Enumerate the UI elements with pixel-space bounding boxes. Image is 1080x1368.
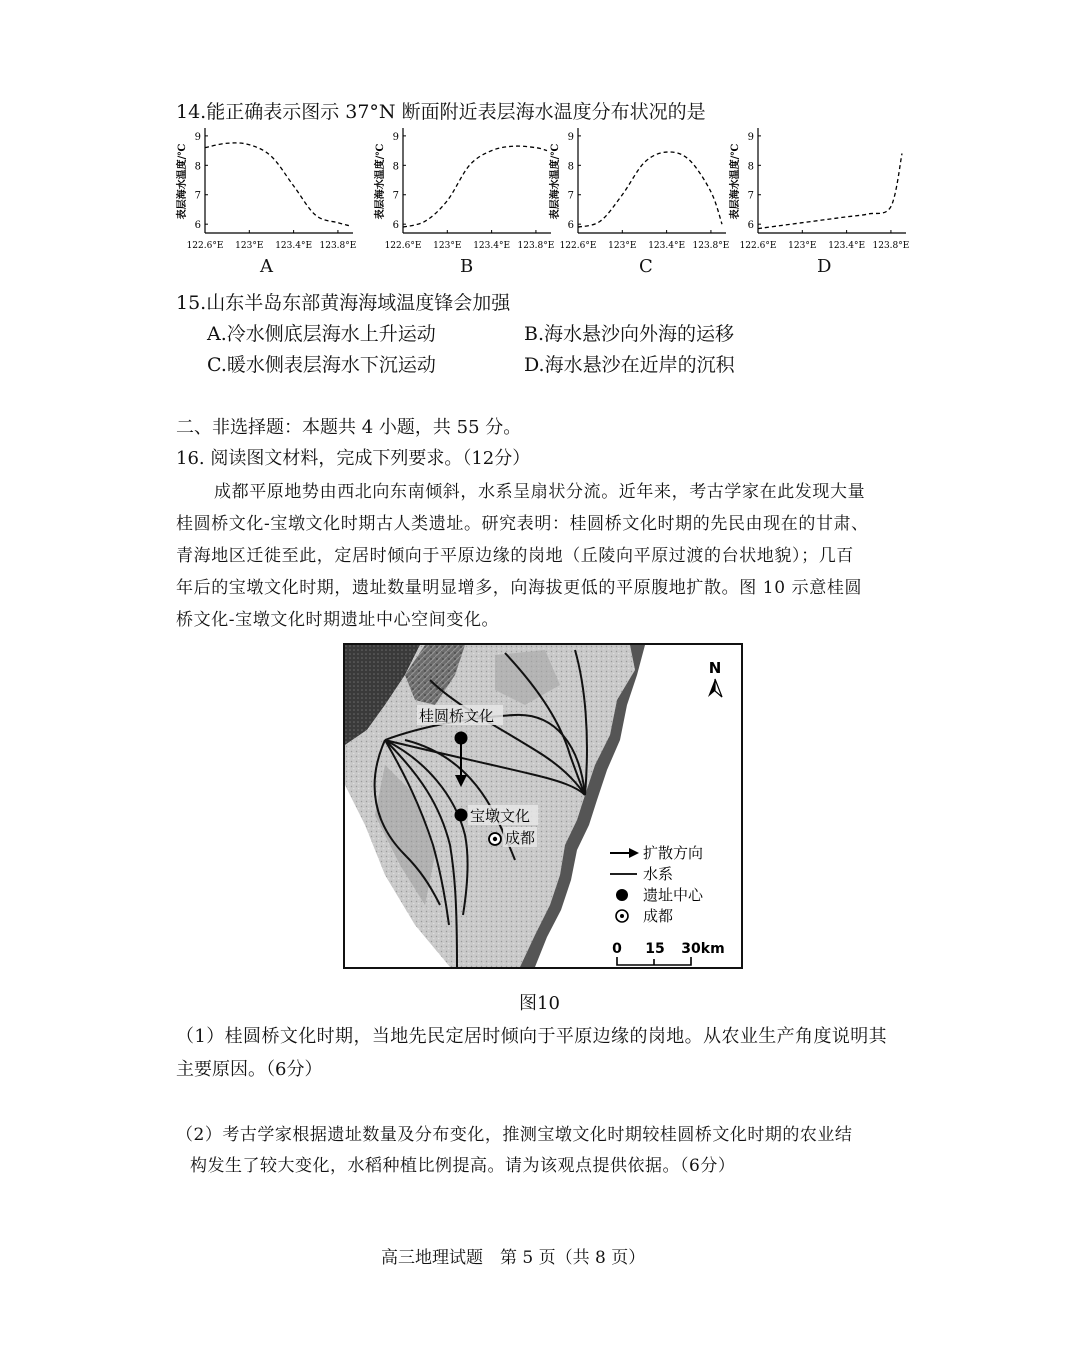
y-tick-label: 7 xyxy=(747,190,754,202)
x-tick-label: 123.4°E xyxy=(275,241,313,251)
legend-diffusion: 扩散方向 xyxy=(643,844,704,862)
legend-river: 水系 xyxy=(643,865,674,883)
x-tick-label: 123.8°E xyxy=(692,241,730,251)
x-tick-label: 123.8°E xyxy=(319,241,357,251)
legend-city: 成都 xyxy=(643,907,674,925)
q16-paragraph-line-2: 桂圆桥文化-宝墩文化时期古人类遗址。研究表明：桂圆桥文化时期的先民由现在的甘肃、 xyxy=(176,514,869,534)
temperature-curve xyxy=(758,154,902,229)
temperature-curve xyxy=(578,152,722,227)
scale-0: 0 xyxy=(612,941,622,957)
q16-sub1-line-1: （1）桂圆桥文化时期，当地先民定居时倾向于平原边缘的岗地。从农业生产角度说明其 xyxy=(176,1026,888,1047)
q16-sub2-line-1: （2）考古学家根据遗址数量及分布变化，推测宝墩文化时期较桂圆桥文化时期的农业结 xyxy=(176,1125,853,1145)
y-tick-label: 8 xyxy=(392,161,399,173)
temperature-curve xyxy=(205,143,349,226)
x-tick-label: 123.4°E xyxy=(828,241,866,251)
chengdu-marker-dot xyxy=(493,837,497,841)
q16-paragraph-line-4: 年后的宝墩文化时期，遗址数量明显增多，向海拔更低的平原腹地扩散。图 10 示意桂圆 xyxy=(176,578,863,598)
y-tick-label: 9 xyxy=(194,131,201,143)
y-tick-label: 7 xyxy=(392,190,399,202)
chart-option-c xyxy=(550,126,730,256)
y-axis-label: 表层海水温度/℃ xyxy=(730,143,741,220)
x-tick-label: 123.4°E xyxy=(648,241,686,251)
label-baodun: 宝墩文化 xyxy=(470,807,531,825)
x-tick-label: 122.6°E xyxy=(186,241,224,251)
x-tick-label: 123°E xyxy=(235,241,264,251)
site-center-guiyuanqiao xyxy=(455,732,468,745)
y-tick-label: 8 xyxy=(747,161,754,173)
q15-option-a: A.冷水侧底层海水上升运动 xyxy=(207,323,436,345)
temperature-curve xyxy=(403,146,547,227)
option-b-label: B xyxy=(460,256,474,277)
y-axis-label: 表层海水温度/℃ xyxy=(375,143,386,220)
x-tick-label: 123°E xyxy=(788,241,817,251)
q16-sub1-line-2: 主要原因。（6分） xyxy=(176,1059,323,1080)
y-tick-label: 9 xyxy=(392,131,399,143)
site-center-baodun xyxy=(455,809,468,822)
y-tick-label: 6 xyxy=(392,220,399,232)
page-footer: 高三地理试题 第 5 页（共 8 页） xyxy=(381,1248,646,1268)
q14-stem: 14.能正确表示图示 37°N 断面附近表层海水温度分布状况的是 xyxy=(176,101,706,123)
y-axis-label: 表层海水温度/℃ xyxy=(177,143,188,220)
q15-option-d: D.海水悬沙在近岸的沉积 xyxy=(524,354,735,376)
q16-paragraph-line-1: 成都平原地势由西北向东南倾斜，水系呈扇状分流。近年来，考古学家在此发现大量 xyxy=(214,482,866,502)
q16-sub2-line-2: 构发生了较大变化，水稻种植比例提高。请为该观点提供依据。（6分） xyxy=(190,1156,736,1176)
north-label: N xyxy=(708,659,722,677)
y-tick-label: 6 xyxy=(567,220,574,232)
x-tick-label: 122.6°E xyxy=(559,241,597,251)
section-heading: 二、非选择题：本题共 4 小题，共 55 分。 xyxy=(176,417,522,438)
x-tick-label: 123.8°E xyxy=(517,241,555,251)
option-a-label: A xyxy=(260,256,273,277)
scale-15: 15 xyxy=(645,941,665,957)
x-tick-label: 123°E xyxy=(433,241,462,251)
y-axis-label: 表层海水温度/℃ xyxy=(550,143,561,220)
x-tick-label: 122.6°E xyxy=(739,241,777,251)
option-d-label: D xyxy=(817,256,832,277)
y-tick-label: 8 xyxy=(567,161,574,173)
legend-site: 遗址中心 xyxy=(643,886,704,904)
figure-10-map xyxy=(343,643,743,969)
x-tick-label: 122.6°E xyxy=(384,241,422,251)
x-tick-label: 123.4°E xyxy=(473,241,511,251)
option-c-label: C xyxy=(639,256,653,277)
figure-caption: 图10 xyxy=(519,993,560,1014)
y-tick-label: 6 xyxy=(194,220,201,232)
scale-30: 30km xyxy=(681,941,725,957)
x-tick-label: 123.8°E xyxy=(872,241,910,251)
q15-stem: 15.山东半岛东部黄海海域温度锋会加强 xyxy=(176,292,511,314)
y-tick-label: 7 xyxy=(567,190,574,202)
y-tick-label: 9 xyxy=(747,131,754,143)
chart-option-d xyxy=(730,126,910,256)
q15-option-b: B.海水悬沙向外海的运移 xyxy=(524,323,735,345)
legend-site-icon xyxy=(616,889,628,901)
chart-option-b xyxy=(375,126,555,256)
label-guiyuanqiao: 桂圆桥文化 xyxy=(419,707,495,725)
q16-stem: 16. 阅读图文材料，完成下列要求。（12分） xyxy=(176,448,531,469)
x-tick-label: 123°E xyxy=(608,241,637,251)
q16-paragraph-line-5: 桥文化-宝墩文化时期遗址中心空间变化。 xyxy=(176,610,500,630)
q16-paragraph-line-3: 青海地区迁徙至此，定居时倾向于平原边缘的岗地（丘陵向平原过渡的台状地貌）；几百 xyxy=(176,546,854,566)
y-tick-label: 7 xyxy=(194,190,201,202)
y-tick-label: 8 xyxy=(194,161,201,173)
chart-option-a xyxy=(177,126,357,256)
y-tick-label: 9 xyxy=(567,131,574,143)
q15-option-c: C.暖水侧表层海水下沉运动 xyxy=(207,354,436,376)
label-chengdu: 成都 xyxy=(505,829,536,847)
y-tick-label: 6 xyxy=(747,220,754,232)
